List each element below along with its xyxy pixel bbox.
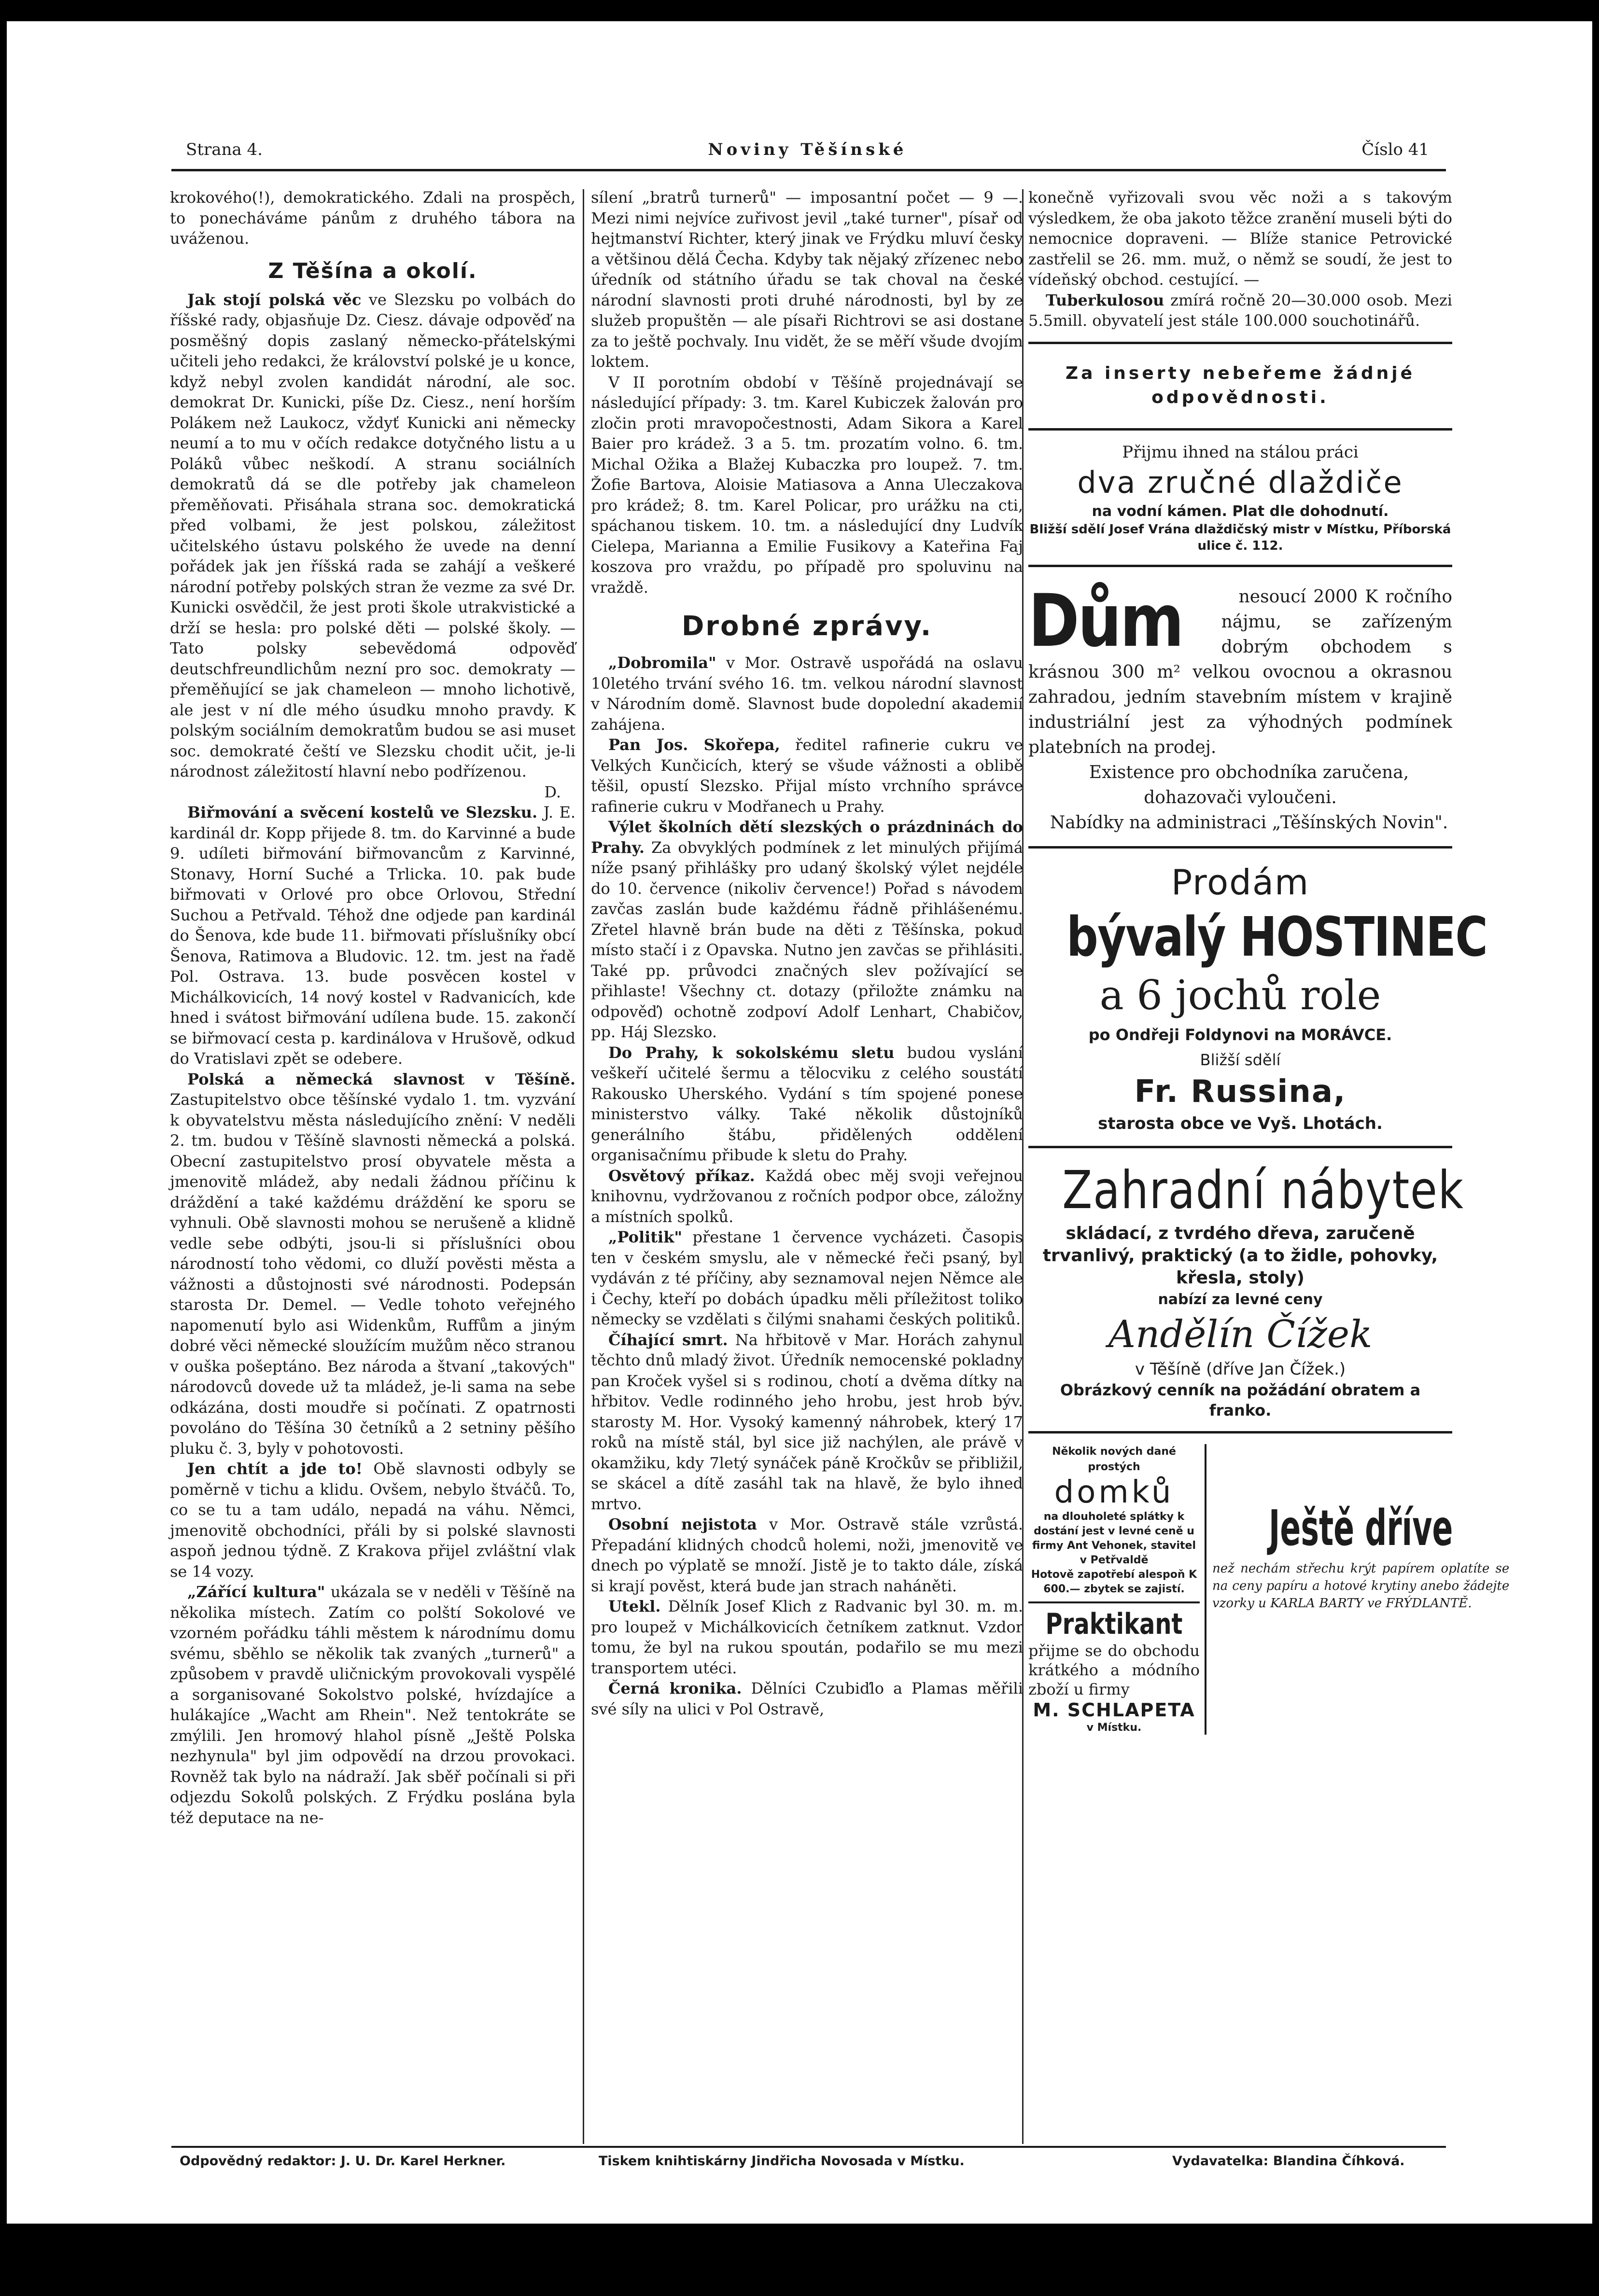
- header-rule: [171, 169, 1446, 171]
- ad-line: po Ondřeji Foldynovi na MORÁVCE.: [1088, 1025, 1392, 1044]
- article: [170, 1069, 575, 1459]
- news-body: ředitel rafinerie cukru ve Velkých Kunčicích, který se všude vážnosti a oblibě těšil, opustí Slezsko. Přijal místo vrchního správce rafinerie cukru v Modřanech u Prahy.: [591, 736, 1024, 816]
- article-signature: D.: [544, 782, 561, 801]
- news-title: Osobní nejistota: [608, 1515, 757, 1533]
- news-item: [591, 1678, 1023, 1719]
- ad-line: Několik nových dané prostých: [1052, 1445, 1176, 1473]
- ad-line: Bližší sdělí Josef Vrána dlaždičský mistr v Místku, Příborská ulice č. 112.: [1029, 522, 1451, 553]
- ad-line: na vodní kámen. Plat dle dohodnutí.: [1092, 502, 1389, 520]
- article: [170, 290, 575, 782]
- ad-line: v Místku.: [1086, 1721, 1142, 1734]
- news-item: [1028, 290, 1452, 331]
- article-title: Jak stojí polská věc: [187, 290, 362, 309]
- ad-line: Prodám: [1171, 862, 1310, 903]
- insert-disclaimer: Za inserty nebeřeme žádnjé odpovědnosti.: [1066, 363, 1415, 407]
- news-body: Za obvyklých podmínek z let minulých přijímá níže psaný přihlášky pro udaný školský výlet nejdéle do 10. července (nikoliv července!) Pořad s návodem zavčas zaslán bude každému řádně přihlášenému. Zřetel hlavně brán bude na děti z Těšínska, pokud místo stačí i z Opavska. Nutno jen zavčas se přihlásiti. Také pp. průvodci značných slev požívající se přihlaste! Všechny ct. dotazy (přiložte známku na odpověď) ochotně zodpoví Adolf Lenhart, Chabičov, pp. Háj Slezsko.: [591, 838, 1024, 1041]
- section-heading: Drobné zprávy.: [681, 611, 933, 642]
- article-body: Zastupitelstvo obce těšínské vydalo 1. tm. vyzvání k obyvatelstvu města následujícího znění: V neděli 2. tm. budou v Těšíně slavnosti německá a polská. Obecní zastupitelstvo prosí obyvatele města a jmenovitě mládež, aby nedali žádnou příčinu k dráždění a také každému dráždění ke sporu se vyhnuli. Obě slavnosti mohou se nerušeně a klidně vedle sebe odbýti, jsou-li si příslušníci obou národností toho vědomi, co dluží pověsti města a vážnosti a důstojnosti své národnosti. Podepsán starosta Dr. Demel. — Vedle tohoto veřejného napomenutí bylo asi Widenkům, Ruffům a jiným dobré věci německé sloužícím mužům něco stranou v ouška pošeptáno. Bez národa a štvaní „takových" národovců dovede už ta mládež, je-li sama na sebe odkázána, dosti moudře si počínati. Z opatrnosti povoláno do Těšína 30 četníků a 2 setniny pěšího pluku č. 3, byly v pohotovosti.: [170, 1090, 575, 1458]
- news-title: Osvětový příkaz.: [608, 1166, 755, 1185]
- ad-headline: dva zručné dlaždiče: [1077, 464, 1403, 500]
- ad-text: Existence pro obchodníka zaručena, dohazovači vyloučeni.: [1089, 762, 1409, 807]
- news-body: v Mor. Ostravě uspořádá na oslavu 10letého trvání svého 16. tm. velkou národní slavnost v Národním domě. Slavnost bude dopolední akademií zahájena.: [591, 654, 1024, 734]
- footer-printer: Tiskem knihtiskárny Jindřicha Novosada v Místku.: [599, 2154, 965, 2169]
- footer-editor: Odpovědný redaktor: J. U. Dr. Karel Herkner.: [180, 2154, 506, 2169]
- ad-headline: bývalý HOSTINEC: [1066, 905, 1487, 969]
- news-body: Dělník Josef Klich z Radvanic byl 30. m. m. pro loupež v Michálkovicích četníkem zatknut. Vzdor tomu, že byl na rukou spoután, podařilo se mu mezi transportem utéci.: [591, 1597, 1024, 1677]
- article-continuation: sílení „bratrů turnerů" — imposantní počet — 9 —. Mezi nimi nejvíce zuřivost jevil „také turner", písař od hejtmanství Richter, který jinak ve Frýdku mluví česky a většinou dělá Čecha. Kdyby tak nějaký zřízenec nebo úředník od státního úřadu se tak choval na české národní slavnosti proti druhé národnosti, byl by ze služeb propuštěn — ale písaři Richtrovi se asi dostane za to ještě pochvaly. Inu vidět, že se měří všude dvojím loktem.: [591, 188, 1023, 371]
- news-item: [591, 1166, 1023, 1227]
- ad-line: Bližší sdělí: [1200, 1050, 1281, 1069]
- news-item: [591, 1596, 1023, 1678]
- news-title: Černá kronika.: [608, 1679, 742, 1698]
- article: [170, 1582, 575, 1828]
- news-body: v Mor. Ostravě stále vzrůstá. Přepadání klidných chodců holemi, noži, jmenovitě ve dnech po výplatě se množí. Jistě je to takto dále, získá si krají pověst, která bude jan strach naháněti.: [591, 1515, 1024, 1595]
- scan-border-bottom: [0, 2224, 1599, 2296]
- article: [170, 802, 575, 1069]
- ad-divider: [1028, 342, 1452, 344]
- ad-pavers: [1028, 441, 1452, 554]
- article-title: Jen chtít a jde to!: [187, 1460, 363, 1478]
- ad-trainee: [1028, 1601, 1200, 1735]
- column-2: [591, 187, 1023, 2144]
- article: [170, 1459, 575, 1582]
- article-title: Biřmování a svěcení kostelů ve Slezsku.: [187, 803, 538, 821]
- footer-publisher: Vydavatelka: Blandina Číhková.: [1172, 2154, 1405, 2169]
- news-title: Do Prahy, k sokolskému sletu: [608, 1043, 895, 1062]
- ad-text: Nabídky na administraci „Těšínských Novin".: [1050, 812, 1448, 833]
- news-item: [591, 735, 1023, 817]
- article-continuation: konečně vyřizovali svou věc noži a s takovým výsledkem, že oba jakoto těžce zranění museli býti do nemocnice dopraveni. — Blíže stanice Petrovické zastřelil se 26. mm. muž, o němž se soudí, že jest to vídeňský obchod. cestující. —: [1028, 188, 1452, 289]
- ad-line: nabízí za levné ceny: [1158, 1291, 1323, 1308]
- ad-divider: [1028, 1146, 1452, 1148]
- news-body: přestane 1 července vycházeti. Časopis ten v českém smyslu, ale v německé řeči psaný, byl vydáván z té příčiny, aby seznamoval nejen Němce ale i Čechy, kteří po dobách úpadku měli příležitost toliko německy se vzdělati s čilými snahami českých politiků.: [591, 1228, 1023, 1328]
- column-3: [1028, 187, 1510, 2144]
- article-body: ukázala se v neděli v Těšíně na několika místech. Zatím co polští Sokolové ve vzorném pořádku táhli městem k národnímu domu svému, sběhlo se několik tak zvaných „turnerů" a způsobem v pravdě uličnickým provokovali vyspělé a sorganisované Sokolstvo polské, hvízdajíce a hulákajíce „Wacht am Rhein". Než tentokráte se zmýlili. Jen hromový hlahol písně „Ještě Polska nezhynula" byl jim odpovědí na drzou provokaci. Rovněž tak bylo na nádraží. Jak sběř počínali si při odjezdu Sokolů polských. Z Frýdku poslána byla též deputace na ne-: [170, 1583, 575, 1827]
- news-item: [591, 1043, 1023, 1166]
- column-divider: [583, 189, 584, 2144]
- ad-divider: [1028, 428, 1452, 431]
- newspaper-title: Noviny Těšínské: [708, 140, 907, 159]
- news-item: [591, 1330, 1023, 1515]
- article-title: Polská a německá slavnost v Těšíně.: [187, 1070, 575, 1088]
- article: V II porotním období v Těšíně projednávají se následující případy: 3. tm. Karel Kubiczek žalován pro zločin proti mravopočestnosti, Adam Sikora a Karel Baier pro krádež. 3 a 5. tm. prozatím volno. 6. tm. Michal Ožika a Blažej Kubaczka pro loupež. 7. tm. Žofie Bartova, Aloisie Matiasova a Anna Uleczakova pro krádež; 8. tm. Karel Policar, pro urážku na cti, spáchanou tiskem. 10. tm. a následující dny Ludvík Cielepa, Marianna a Emilie Fusikovy a Kateřina Faj koszova pro vraždu, po případě pro spoluvinu na vraždě.: [591, 373, 1023, 597]
- section-heading: Z Těšína a okolí.: [268, 258, 477, 283]
- ad-houses: [1028, 1444, 1200, 1597]
- ad-line: v Těšíně (dříve Jan Čížek.): [1135, 1359, 1346, 1379]
- news-title: Pan Jos. Skořepa,: [608, 736, 780, 754]
- ad-headline: Ještě dříve: [1268, 1499, 1453, 1557]
- scan-border-top: [0, 0, 1599, 21]
- ad-house: [1028, 578, 1452, 835]
- footer-rule: [171, 2146, 1446, 2148]
- ad-divider: [1028, 565, 1452, 567]
- ad-contact: M. SCHLAPETA: [1033, 1699, 1195, 1721]
- ad-garden-furniture: [1028, 1159, 1464, 1420]
- article-continuation: krokového(!), demokratického. Zdali na prospěch, to ponecháváme pánům z druhého tábora na uváženou.: [170, 188, 575, 248]
- news-title: Utekl.: [608, 1597, 661, 1615]
- page-number: Strana 4.: [186, 140, 263, 159]
- news-item: [591, 817, 1023, 1043]
- ad-contact: Fr. Russina,: [1134, 1073, 1347, 1110]
- ad-line: Hotově zapotřebí alespoň K 600.— zbytek se zajistí.: [1031, 1568, 1197, 1595]
- article-body: J. E. kardinál dr. Kopp přijede 8. tm. do Karvinné a bude 9. udíleti biřmování biřmovancům z Karvinné, Stonavy, Horní Suché a Trlicka. 10. pak bude biřmovati v Orlové pro obce Orlovou, Střední Suchou a Petřvald. Téhož dne odjede pan kardinál do Šenova, kde bude 11. biřmovati příslušníky obcí Šenova, Ratimova a Bludovic. 12. tm. jest na řadě Pol. Ostrava. 13. bude posvěcen kostel v Michálkovicích, 14 nový kostel v Radvanicích, kde hned i svátost biřmování udílena bude. 15. zakončí se biřmovací cesta p. kardinálova v Hrušově, odkud do Vratislavi zpět se odebere.: [170, 803, 576, 1068]
- ad-line: a 6 jochů role: [1099, 971, 1381, 1019]
- ad-headline: Dům: [1028, 579, 1183, 663]
- ad-roofing: [1206, 1444, 1509, 1735]
- ad-left-column: [1028, 1444, 1206, 1735]
- ad-text: nesoucí 2000 K ročního nájmu, se zařízeným dobrým obchodem s krásnou 300 m² velkou ovocnou a okrasnou zahradou, jedním stavebním místem v krajině industriální jest za výhodných podmínek platebních na prodej.: [1028, 586, 1452, 757]
- news-title: Tuberkulosou: [1046, 291, 1164, 309]
- news-body: Na hřbitově v Mar. Horách zahynul těchto dnů mladý život. Úředník nemocenské pokladny pan Kroček vyšel si s rodinou, chotí a dvěma dítky na hřbitov. Vedle rodinného jeho hrobu, jest hrob býv. starosty M. Hor. Vysoký kamenný náhrobek, který 17 roků na místě stál, byl sice již nachýlen, ale právě v okamžiku, kdy 7letý synáček páně Kročkův se přibližil, se skácel a dítě zasáhl tak na hlavě, že bylo ihned mrtvo.: [591, 1330, 1024, 1513]
- news-item: [591, 653, 1023, 735]
- news-body: budou vyslání veškeří učitelé šermu a tělocviku z celého soustátí Rakousko Uherského. Vydání s tím spojené ponese ministerstvo války. Také několik důstojníků generálního štábu, přidělených oddělení organisačnímu přibude k sletu do Prahy.: [591, 1043, 1024, 1164]
- news-body: Každá obec měj svoji veřejnou knihovnu, vydržovanou z ročních podpor obce, záložny a místních spolků.: [591, 1166, 1024, 1226]
- news-title: Číhající smrt.: [608, 1330, 728, 1349]
- ad-line: starosta obce ve Vyš. Lhotách.: [1098, 1113, 1383, 1133]
- ad-headline: Praktikant: [1045, 1607, 1183, 1641]
- ad-line: přijme se do obchodu krátkého a módního zboží u firmy: [1028, 1641, 1200, 1698]
- ad-line: na dlouholeté splátky k dostání jest v levné ceně u firmy Ant Vehonek, stavitel v Petřvaldě: [1032, 1510, 1196, 1566]
- ad-seller: Andělín Čížek: [1108, 1312, 1373, 1356]
- ad-split-block: [1028, 1444, 1510, 1735]
- news-title: Výlet školních dětí slezských o prázdninách do Prahy.: [591, 818, 1023, 857]
- ad-line: než nechám střechu krýt papírem oplatíte se na ceny papíru a hotové krytiny anebo žádejte vzorky u KARLA BARTY ve FRÝDLANTĚ.: [1212, 1561, 1510, 1611]
- ad-line: Přijmu ihned na stálou práci: [1122, 442, 1359, 462]
- ad-divider: [1028, 846, 1452, 849]
- ad-headline: domků: [1054, 1474, 1174, 1510]
- article-title: „Zářící kultura": [187, 1583, 325, 1601]
- news-title: „Politik": [608, 1228, 683, 1246]
- news-body: Dělníci Czubiďlo a Plamas měřili své síly na ulici v Pol Ostravě,: [591, 1679, 1024, 1718]
- news-item: [591, 1514, 1023, 1596]
- news-body: zmírá ročně 20—30.000 osob. Mezi 5.5mill. obyvatelí jest stále 100.000 souchotinářů.: [1028, 291, 1453, 330]
- news-title: „Dobromila": [608, 654, 716, 672]
- page-header: [186, 140, 1429, 167]
- news-item: [591, 1227, 1023, 1330]
- article-body: Obě slavnosti odbyly se poměrně v tichu a klidu. Ovšem, nebylo štváčů. To, co se tu a tam událo, nepadá na váhu. Němci, jmenovitě obchodníci, přáli by si polské slavnosti aspoň jednou týdně. Z Krakova přijel zvláštní vlak se 14 vozy.: [170, 1460, 576, 1581]
- ad-line: skládací, z tvrdého dřeva, zaručeně trvanlivý, praktický (a to židle, pohovky, křesla, stoly): [1042, 1223, 1438, 1288]
- ad-divider: [1028, 1431, 1452, 1433]
- issue-number: Číslo 41: [1361, 140, 1429, 159]
- ad-line: Obrázkový cenník na požádání obratem a franko.: [1060, 1380, 1421, 1419]
- ad-headline: Zahradní nábytek: [1062, 1160, 1464, 1221]
- column-1: [170, 187, 575, 2144]
- article-body: ve Slezsku po volbách do říšské rady, objasňuje Dz. Ciesz. dávaje odpověď na posměšný dopis zaslaný německo-přátelskými učiteli jeho redakci, že království polské je u konce, když nebyl zvolen kandidát národní, ale soc. demokrat Dr. Kunicki, píše Dz. Ciesz., není horším Polákem než Laukocz, vždyť Kunicki ani německy neumí a to mu v očích redakce dotyčného listu a u Poláků vůbec neškodí. A stranu sociálních demokratů dá se dle potřeby jak chameleon přeměňovati. Přisáhala strana soc. demokratická před volbami, že jest polskou, záležitost učitelského ústavu polského že uvede na denní pořádek jak jen říšská rada se zahájí a veškeré národní potřeby polských stran že vezme za své Dr. Kunicki osvědčil, že jest proti škole utrakvistické a drží se hesla: pro polské děti — polské školy. — Tato polsky sebevědomá odpověď deutschfreundlichům nezní pro soc. demokraty — přeměňující se jak chameleon — mnoho lichotivě, ale jest v ní dle mého úsudku mnoho pravdy. K polským sociálním demokratům budou se asi muset soc. demokraté čeští ve Slezsku chodit učit, je-li národnost záležitostí hlavní nebo podřízenou.: [170, 290, 575, 780]
- ad-inn: [1028, 859, 1487, 1135]
